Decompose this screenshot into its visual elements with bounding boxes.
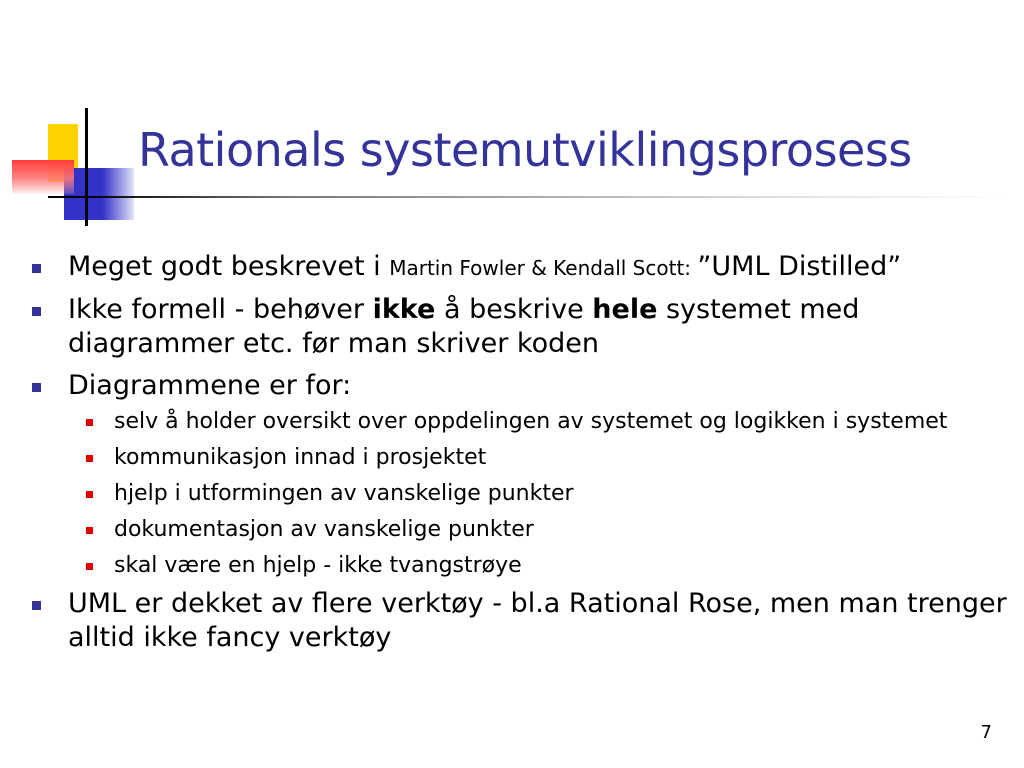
- red-square-bullet-icon: [86, 491, 93, 498]
- sub-bullet-item: [30, 551, 1010, 581]
- bullet-item: [30, 293, 1010, 361]
- red-square-bullet-icon: [86, 563, 93, 570]
- slide-title: Rationals systemutviklingsprosess: [138, 123, 912, 177]
- red-square-bullet-icon: [86, 455, 93, 462]
- bullet-text: å beskrive: [435, 294, 593, 325]
- sub-bullet-text: selv å holder oversikt over oppdelingen av systemet og logikken i systemet: [114, 409, 948, 434]
- bullet-text: Meget godt beskrevet i: [68, 251, 390, 282]
- red-square: [12, 160, 74, 194]
- sub-bullet-text: hjelp i utformingen av vanskelige punkter: [114, 481, 574, 506]
- square-bullet-icon: [32, 601, 41, 610]
- bullet-emphasis: ikke: [372, 294, 436, 325]
- bullet-text: systemet med diagrammer etc. før man skriver koden: [68, 294, 860, 359]
- sub-bullet-item: [30, 407, 1010, 437]
- bullet-item: [30, 369, 1010, 403]
- square-bullet-icon: [32, 307, 41, 316]
- bullet-item: [30, 250, 1010, 285]
- sub-bullet-text: dokumentasjon av vanskelige punkter: [114, 517, 534, 542]
- sub-bullet-item: [30, 515, 1010, 545]
- red-square-bullet-icon: [86, 419, 93, 426]
- red-square-bullet-icon: [86, 527, 93, 534]
- sub-bullet-item: [30, 479, 1010, 509]
- bullet-item: [30, 587, 1010, 655]
- bullet-authors: Martin Fowler & Kendall Scott:: [389, 256, 698, 280]
- bullet-text: Ikke formell - behøver: [68, 294, 373, 325]
- blue-square: [64, 168, 134, 220]
- vertical-rule: [85, 108, 88, 226]
- sub-bullet-text: kommunikasjon innad i prosjektet: [114, 445, 487, 470]
- bullet-text: Diagrammene er for:: [68, 370, 352, 401]
- sub-bullet-item: [30, 443, 1010, 473]
- bullet-text: UML er dekket av flere verktøy - bl.a Rational Rose, men man trenger alltid ikke fancy verktøy: [68, 588, 1007, 653]
- bullet-emphasis: hele: [592, 294, 658, 325]
- square-bullet-icon: [32, 383, 41, 392]
- title-underline: [48, 196, 1008, 198]
- sub-bullet-list: [30, 407, 1010, 581]
- decorative-logo-squares: [0, 0, 150, 240]
- page-number: 7: [980, 722, 992, 743]
- square-bullet-icon: [32, 264, 41, 273]
- slide-content: [30, 250, 1010, 663]
- sub-bullet-text: skal være en hjelp - ikke tvangstrøye: [114, 553, 522, 578]
- bullet-book-title: ”UML Distilled”: [697, 251, 902, 282]
